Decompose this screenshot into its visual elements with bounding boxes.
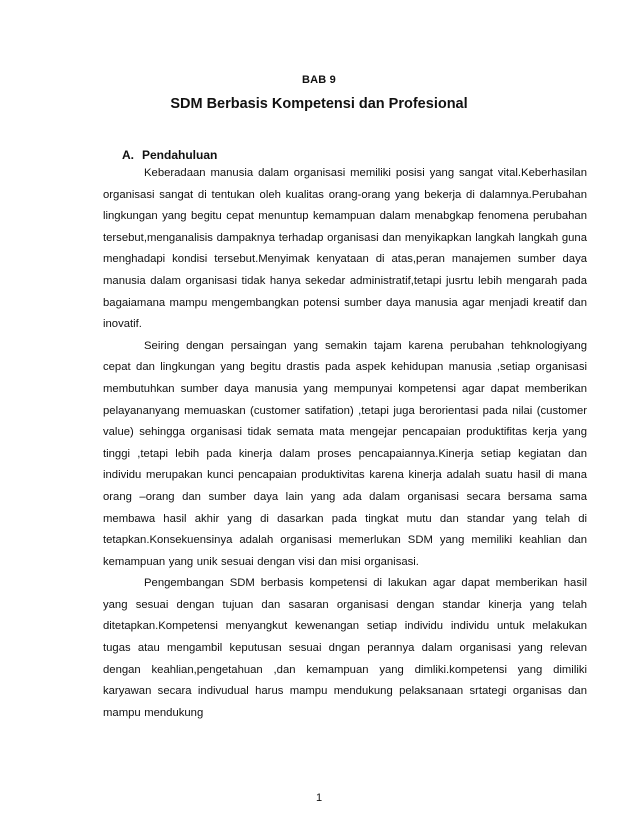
body-text xyxy=(103,163,587,724)
section-heading xyxy=(122,148,217,162)
section-number: A. xyxy=(122,148,134,162)
page-title: SDM Berbasis Kompetensi dan Profesional xyxy=(170,96,468,112)
paragraph: Seiring dengan persaingan yang semakin tajam karena perubahan tehknologiyang cepat dan lingkungan yang begitu drastis pada aspek kehidupan manusia ,setiap organisasi membutuhkan sumber daya manusia yang mempunyai kompetensi agar dapat memberikan pelayananyang memuaskan (customer satifation) ,tetapi juga berorientasi pada nilai (customer value) sehingga organisasi tidak semata mata mengejar pencapaian produktifitas kerja yang tinggi ,tetapi lebih pada kinerja dalam proses pencapaiannya.Kinerja setiap kegiatan dan individu merupakan kunci pencapaian produktivitas karena kinerja adalah suatu hasil di mana orang –orang dan sumber daya lain yang ada dalam organisasi secara bersama sama membawa hasil akhir yang di dasarkan pada tingkat mutu dan standar yang telah di tetapkan.Konsekuensinya adalah organisasi memerlukan SDM yang memiliki keahlian dan kemampuan yang unik sesuai dengan visi dan misi organisasi. xyxy=(103,339,587,568)
page-number: 1 xyxy=(315,792,323,804)
paragraph: Pengembangan SDM berbasis kompetensi di lakukan agar dapat memberikan hasil yang sesuai dengan tujuan dan sasaran organisasi dengan standar kinerja yang telah ditetapkan.Kompetensi menyangkut kewenangan setiap individu individu untuk melakukan tugas atau mengambil keputusan sesuai dngan perannya dalam organisasi yang relevan dengan keahlian,pengetahuan ,dan kemampuan yang dimliki.kompetensi yang dimiliki karyawan secara indivudual harus mampu mendukung pelaksanaan srtategi organisas dan mampu mendukung xyxy=(103,577,587,719)
section-title: Pendahuluan xyxy=(142,148,218,162)
paragraph: Keberadaan manusia dalam organisasi memiliki posisi yang sangat vital.Keberhasilan organisasi sangat di tentukan oleh kualitas orang-orang yang bekerja di dalamnya.Perubahan lingkungan yang begitu cepat menuntup kemampuan dalam menabgkap fenomena perubahan tersebut,menganalisis dampaknya terhadap organisasi dan menyikapkan langkah langkah guna menghadapi kondisi tersebut.Menyimak kenyataan di atas,peran manajemen sumber daya manusia dalam organisasi tidak hanya sekedar administratif,tetapi jusrtu lebih mengarah pada bagaiamana mampu mengembangkan potensi sumber daya manusia agar menjadi kreatif dan inovatif. xyxy=(103,167,587,331)
chapter-label: BAB 9 xyxy=(301,74,336,86)
